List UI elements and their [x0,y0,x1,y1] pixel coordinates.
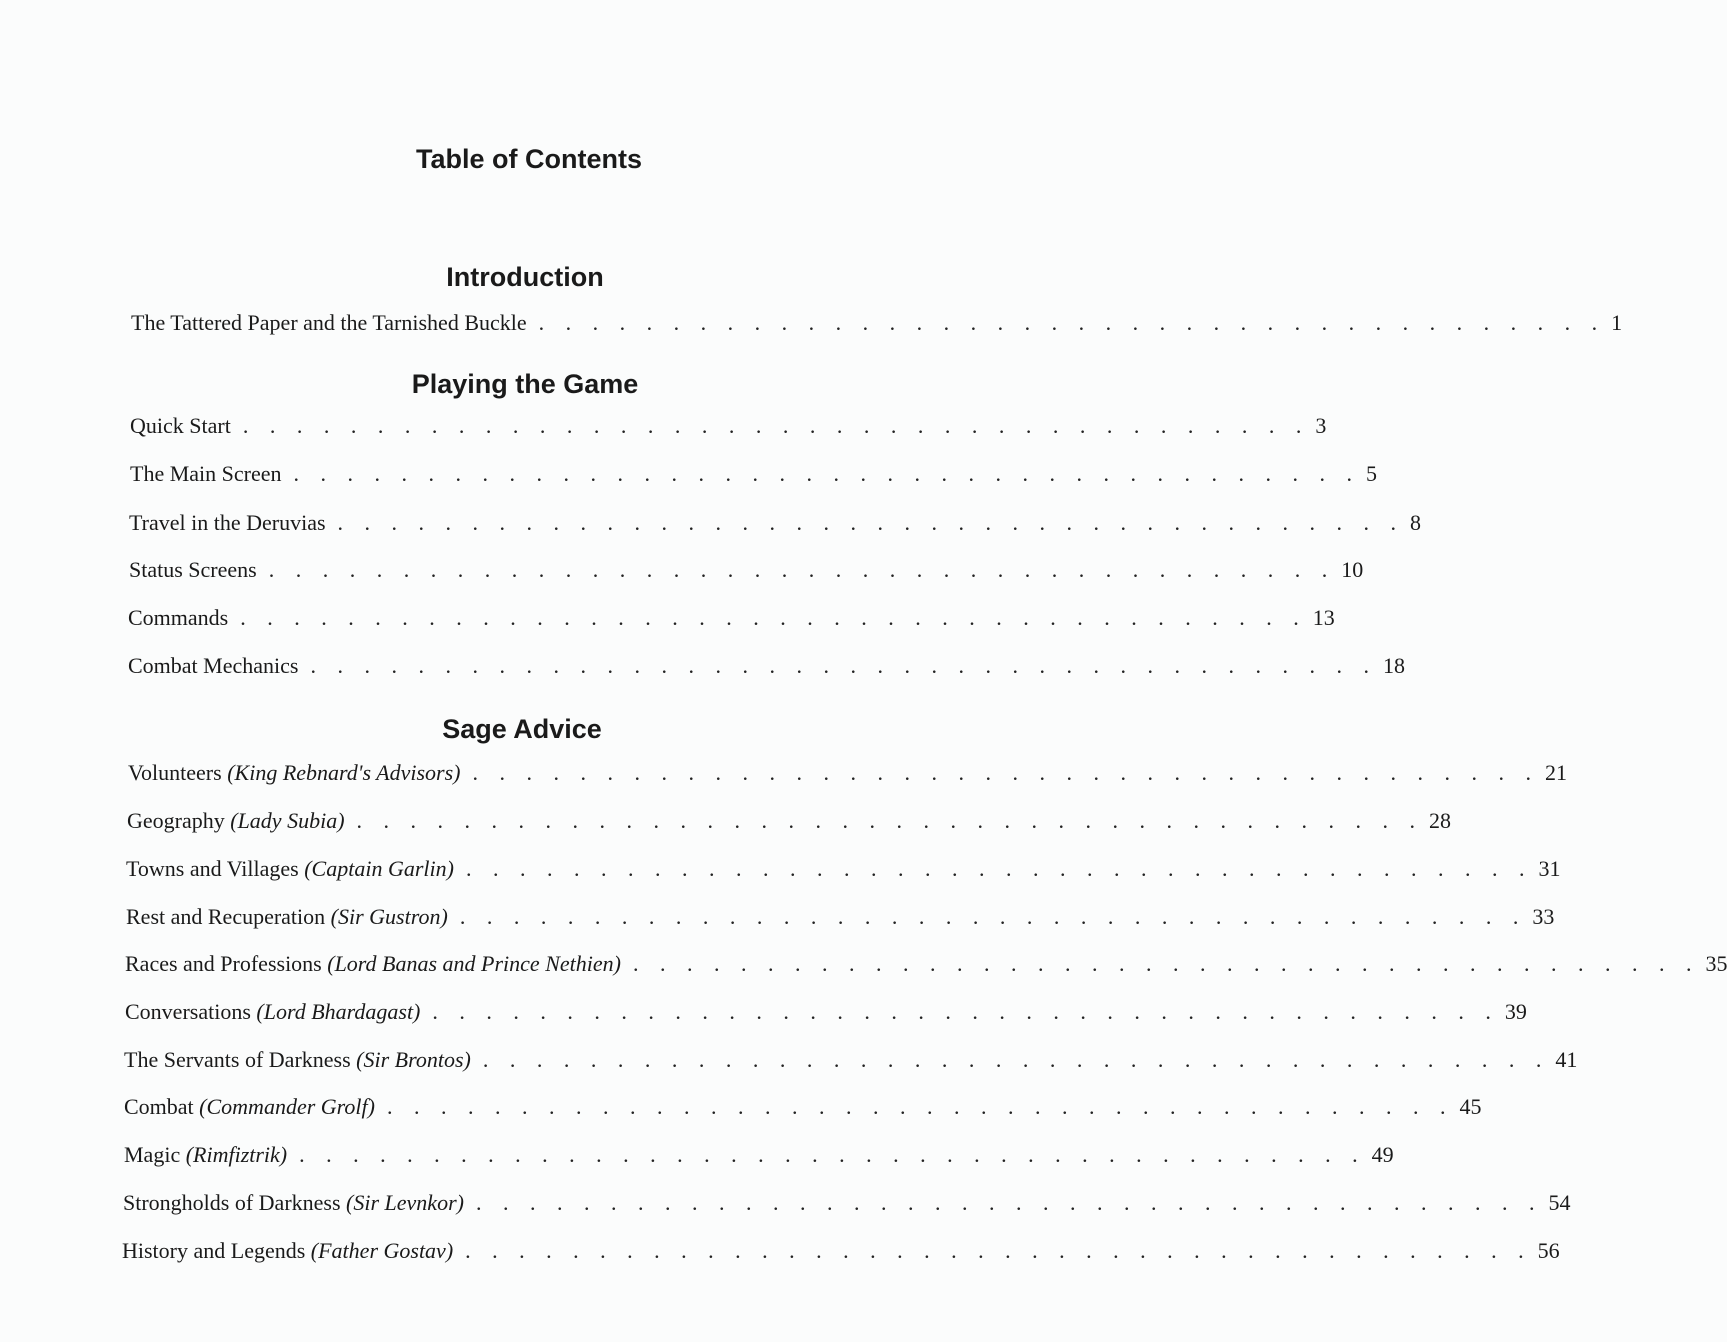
toc-entry[interactable] [122,1238,1560,1264]
toc-entry[interactable] [130,413,1327,439]
entry-title: Geography [127,808,225,833]
section-heading-playing-the-game: Playing the Game [411,369,639,399]
dot-leader: . . . . . . . . . . . . . . . . . . . . . . . . . . . . . . . . . . . . . . . . [459,904,1527,929]
toc-entry[interactable] [128,605,1335,631]
toc-entry[interactable] [128,760,1567,786]
dot-leader: . . . . . . . . . . . . . . . . . . . . . . . . . . . . . . . . . . . . . . . . [632,951,1700,976]
entry-advisor: (Lady Subia) [230,808,345,833]
entry-title: Strongholds of Darkness [123,1190,341,1215]
toc-entry[interactable] [131,310,1623,336]
dot-leader: . . . . . . . . . . . . . . . . . . . . . . . . . . . . . . . . . . . . . . . . [242,413,1310,438]
page-number: 21 [1544,760,1567,785]
entry-title: Combat Mechanics [128,653,299,678]
page-number: 5 [1366,461,1377,486]
page-number: 18 [1382,653,1405,678]
page-number: 31 [1538,856,1561,881]
dot-leader: . . . . . . . . . . . . . . . . . . . . . . . . . . . . . . . . . . . . . . . . [538,310,1606,335]
toc-entry[interactable] [129,510,1422,536]
toc-entry[interactable] [125,951,1727,977]
dot-leader: . . . . . . . . . . . . . . . . . . . . . . . . . . . . . . . . . . . . . . . . [356,808,1424,833]
page-number: 35 [1705,951,1727,976]
page-number: 8 [1410,510,1422,535]
toc-entry[interactable] [127,808,1452,834]
entry-title: Volunteers [128,760,222,785]
dot-leader: . . . . . . . . . . . . . . . . . . . . . . . . . . . . . . . . . . . . . . . . [240,605,1307,630]
page-number: 39 [1504,999,1527,1024]
entry-title: The Tattered Paper and the Tarnished Buckle [131,310,527,335]
toc-entry[interactable] [129,557,1364,583]
page-number: 56 [1537,1238,1560,1263]
page-title: Table of Contents [416,144,642,174]
dot-leader: . . . . . . . . . . . . . . . . . . . . . . . . . . . . . . . . . . . . . . . . [386,1094,1454,1119]
entry-title: The Servants of Darkness [124,1047,351,1072]
entry-advisor: (Captain Garlin) [304,856,454,881]
dot-leader: . . . . . . . . . . . . . . . . . . . . . . . . . . . . . . . . . . . . . . . . [268,557,1336,582]
toc-entry[interactable] [124,1142,1394,1168]
entry-title: Travel in the Deruvias [129,510,326,535]
toc-entry[interactable] [130,461,1377,487]
page-number: 33 [1532,904,1555,929]
page-number: 41 [1555,1047,1578,1072]
page-number: 3 [1315,413,1327,438]
page-number: 49 [1371,1142,1394,1167]
page-number: 13 [1312,605,1335,630]
section-heading-introduction: Introduction [446,262,604,292]
dot-leader: . . . . . . . . . . . . . . . . . . . . . . . . . . . . . . . . . . . . . . . . [465,856,1533,881]
entry-title: Quick Start [130,413,231,438]
page-number: 1 [1611,310,1623,335]
page-number: 28 [1429,808,1452,833]
dot-leader: . . . . . . . . . . . . . . . . . . . . . . . . . . . . . . . . . . . . . . . . [465,1238,1532,1263]
entry-advisor: (Father Gostav) [310,1238,454,1263]
entry-title: Status Screens [129,557,257,582]
entry-title: Combat [124,1094,194,1119]
dot-leader: . . . . . . . . . . . . . . . . . . . . . . . . . . . . . . . . . . . . . . . . [432,999,1499,1024]
entry-advisor: (Rimfiztrik) [185,1142,288,1167]
dot-leader: . . . . . . . . . . . . . . . . . . . . . . . . . . . . . . . . . . . . . . . . [299,1142,1366,1167]
dot-leader: . . . . . . . . . . . . . . . . . . . . . . . . . . . . . . . . . . . . . . . . [475,1190,1543,1215]
dot-leader: . . . . . . . . . . . . . . . . . . . . . . . . . . . . . . . . . . . . . . . . [482,1047,1550,1072]
entry-advisor: (Sir Brontos) [356,1047,471,1072]
toc-entry[interactable] [123,1190,1571,1216]
dot-leader: . . . . . . . . . . . . . . . . . . . . . . . . . . . . . . . . . . . . . . . . [293,461,1360,486]
entry-title: Conversations [125,999,251,1024]
toc-entry[interactable] [125,999,1527,1025]
toc-entry[interactable] [124,1047,1578,1073]
entry-title: Races and Professions [125,951,322,976]
entry-title: The Main Screen [130,461,282,486]
entry-advisor: (Sir Gustron) [330,904,448,929]
toc-entry[interactable] [126,856,1561,882]
entry-advisor: (Commander Grolf) [199,1094,375,1119]
toc-entry[interactable] [124,1094,1482,1120]
page-number: 54 [1548,1190,1571,1215]
dot-leader: . . . . . . . . . . . . . . . . . . . . . . . . . . . . . . . . . . . . . . . . [310,653,1377,678]
entry-advisor: (Lord Banas and Prince Nethien) [327,951,621,976]
entry-title: History and Legends [122,1238,306,1263]
entry-advisor: (Lord Bhardagast) [256,999,421,1024]
section-heading-sage-advice: Sage Advice [442,714,602,744]
dot-leader: . . . . . . . . . . . . . . . . . . . . . . . . . . . . . . . . . . . . . . . . [472,760,1539,785]
entry-title: Towns and Villages [126,856,299,881]
entry-advisor: (Sir Levnkor) [346,1190,464,1215]
dot-leader: . . . . . . . . . . . . . . . . . . . . . . . . . . . . . . . . . . . . . . . . [337,510,1405,535]
entry-title: Rest and Recuperation [126,904,326,929]
entry-title: Commands [128,605,229,630]
toc-entry[interactable] [126,904,1555,930]
toc-entry[interactable] [128,653,1405,679]
page-number: 10 [1341,557,1364,582]
entry-advisor: (King Rebnard's Advisors) [227,760,461,785]
page-number: 45 [1459,1094,1482,1119]
entry-title: Magic [124,1142,181,1167]
